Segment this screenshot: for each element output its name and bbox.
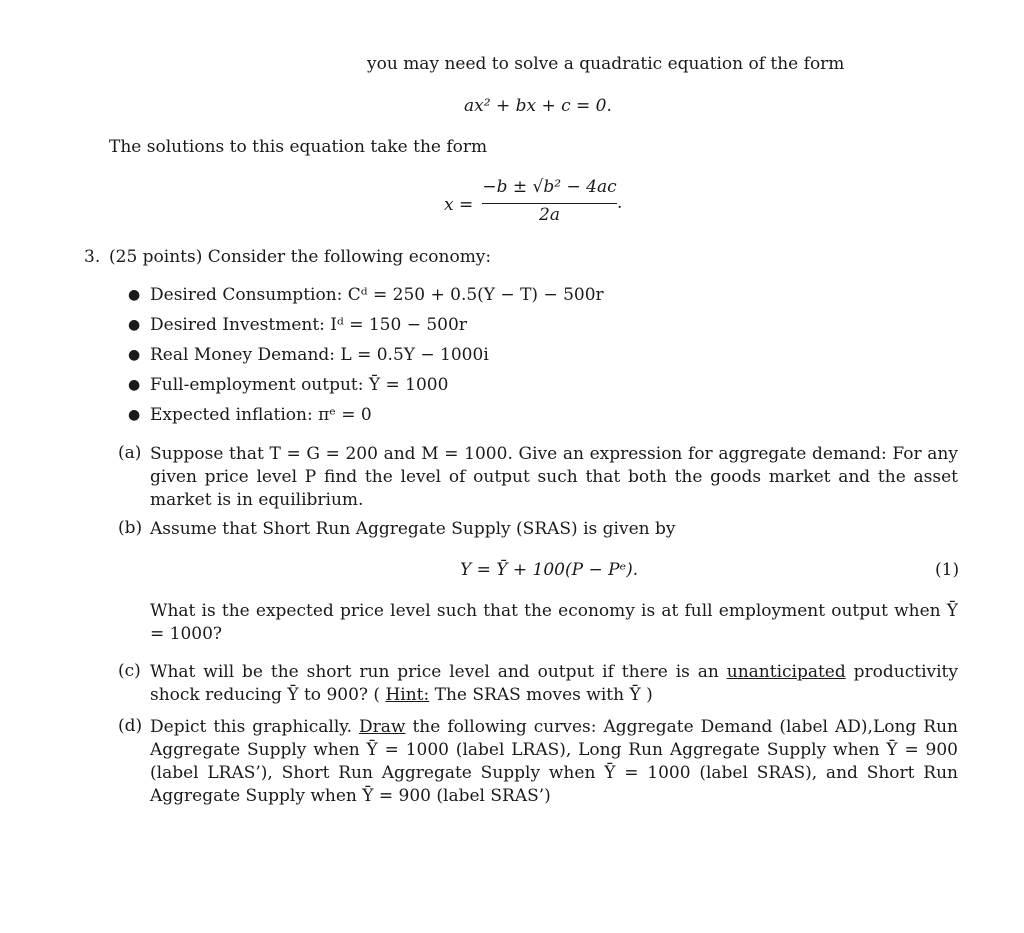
fraction-bar [482,203,617,204]
list-item: ● Expected inflation: πᵉ = 0 [118,400,604,430]
bullet-icon: ● [128,287,141,303]
quadratic-equation: ax² + bx + c = 0. [464,96,612,116]
equation-number: (1) [935,560,960,580]
list-item: ● Desired Consumption: Cᵈ = 250 + 0.5(Y − T) − 500r [118,280,604,310]
bullet-icon: ● [128,377,141,393]
part-a-label: (a) [118,443,142,463]
sras-equation: Y = Ȳ + 100(P − Pᵉ). [460,560,639,580]
part-b-label: (b) [118,518,143,538]
part-c-text: What will be the short run price level and output if there is an unanticipated productivity shock reducing Ȳ to 900? ( Hint: The SRAS moves with Ȳ ) [150,662,958,705]
bullet-icon: ● [128,347,141,363]
intro-line: you may need to solve a quadratic equation of the form [367,54,845,74]
part-b-followup-text: What is the expected price level such that the economy is at full employment output when Ȳ = 1000? [150,601,958,644]
list-item: ● Real Money Demand: L = 0.5Y − 1000i [118,340,604,370]
bullet-icon: ● [128,407,141,423]
part-b-text: Assume that Short Run Aggregate Supply (SRAS) is given by [150,519,676,539]
question-number: 3. [84,247,101,267]
list-item: ● Desired Investment: Iᵈ = 150 − 500r [118,310,604,340]
formula-lhs: x = [444,195,474,215]
solutions-line: The solutions to this equation take the form [109,137,488,157]
list-item: ● Full-employment output: Ȳ = 1000 [118,370,604,400]
economy-bullet-list [118,280,604,430]
formula-denominator: 2a [539,205,560,225]
draw-underline: Draw [359,717,406,737]
hint-label: Hint: [385,685,430,705]
unanticipated-underline: unanticipated [726,662,846,682]
formula-numerator: −b ± √b² − 4ac [482,177,617,197]
part-d-label: (d) [118,716,143,736]
part-c-label: (c) [118,661,141,681]
part-d-text: Depict this graphically. Draw the following curves: Aggregate Demand (label AD),Long Run Aggregate Supply when Ȳ = 1000 (label LRAS), Long Run Aggregate Supply when Ȳ = 900 (label LRAS’), Short Run Aggregate Supply when Ȳ = 1000 (label SRAS), and Short Run Aggregate Supply when Ȳ = 900 (label SRAS’) [150,717,958,806]
part-a-text: Suppose that T = G = 200 and M = 1000. Give an expression for aggregate demand: For any given price level P find the level of output such that both the goods market and the asset market is in equilibrium. [150,444,958,510]
bullet-icon: ● [128,317,141,333]
question-header: (25 points) Consider the following economy: [109,247,492,267]
formula-period: . [617,193,623,213]
